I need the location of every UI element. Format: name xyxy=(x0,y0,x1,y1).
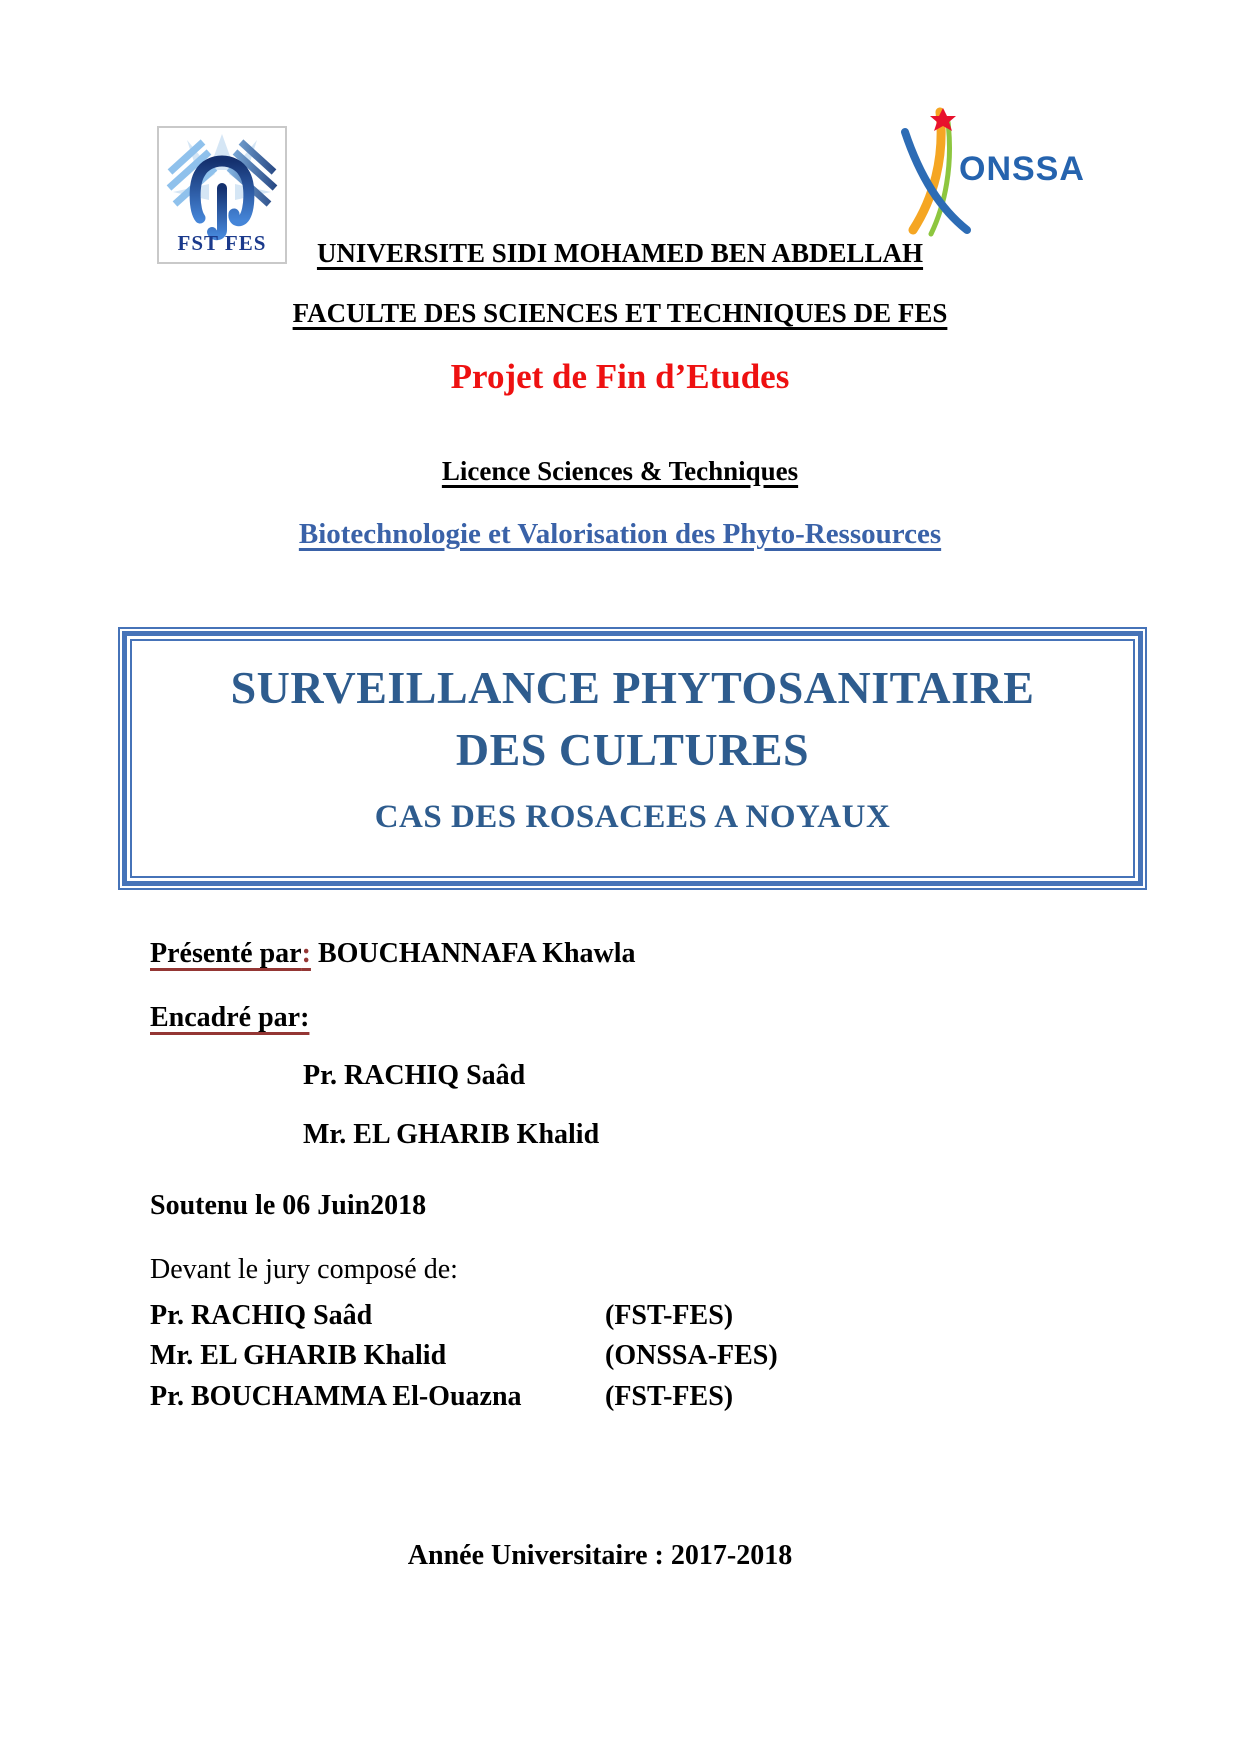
jury-member-affiliation: (FST-FES) xyxy=(605,1300,734,1331)
onssa-logo xyxy=(893,106,1085,241)
presented-by-name: BOUCHANNAFA Khawla xyxy=(317,938,636,969)
presented-by-label: Présenté par: xyxy=(150,938,311,969)
degree-title: Licence Sciences & Techniques xyxy=(441,456,799,486)
title-box xyxy=(118,627,1147,890)
supervisor-item: Mr. EL GHARIB Khalid xyxy=(303,1119,600,1150)
page-title-line2: DES CULTURES xyxy=(455,724,810,775)
defense-date-line: Soutenu le 06 Juin2018 xyxy=(150,1190,427,1221)
jury-member-name: Mr. EL GHARIB Khalid xyxy=(150,1340,447,1371)
page-title-line1: SURVEILLANCE PHYTOSANITAIRE xyxy=(230,662,1035,713)
jury-member-name: Pr. RACHIQ Saâd xyxy=(150,1300,373,1331)
faculty-name: FACULTE DES SCIENCES ET TECHNIQUES DE FES xyxy=(292,298,948,328)
presented-by-line xyxy=(150,938,636,970)
university-name: UNIVERSITE SIDI MOHAMED BEN ABDELLAH xyxy=(316,238,924,268)
supervisor-item: Pr. RACHIQ Saâd xyxy=(303,1060,526,1091)
page-title xyxy=(132,657,1133,781)
fst-fes-logo-label: FST FES xyxy=(177,231,267,255)
title-box-inner-border xyxy=(130,639,1135,878)
jury-member-affiliation: (ONSSA-FES) xyxy=(605,1340,778,1371)
jury-member-name: Pr. BOUCHAMMA El-Ouazna xyxy=(150,1381,522,1412)
jury-row xyxy=(150,1300,733,1332)
jury-row xyxy=(150,1340,778,1372)
onssa-logo-label: ONSSA xyxy=(959,150,1085,188)
report-type-title: Projet de Fin d’Etudes xyxy=(450,357,790,396)
academic-year-line: Année Universitaire : 2017-2018 xyxy=(407,1540,793,1571)
page-subtitle: CAS DES ROSACEES A NOYAUX xyxy=(374,799,891,835)
title-box-mid-border xyxy=(122,631,1143,886)
presented-by-colon: : xyxy=(301,938,311,969)
jury-row xyxy=(150,1381,733,1413)
program-title: Biotechnologie et Valorisation des Phyto-Ressources xyxy=(298,518,942,550)
supervised-by-label: Encadré par: xyxy=(150,1002,310,1033)
jury-intro-line: Devant le jury composé de: xyxy=(150,1254,458,1285)
jury-member-affiliation: (FST-FES) xyxy=(605,1381,734,1412)
